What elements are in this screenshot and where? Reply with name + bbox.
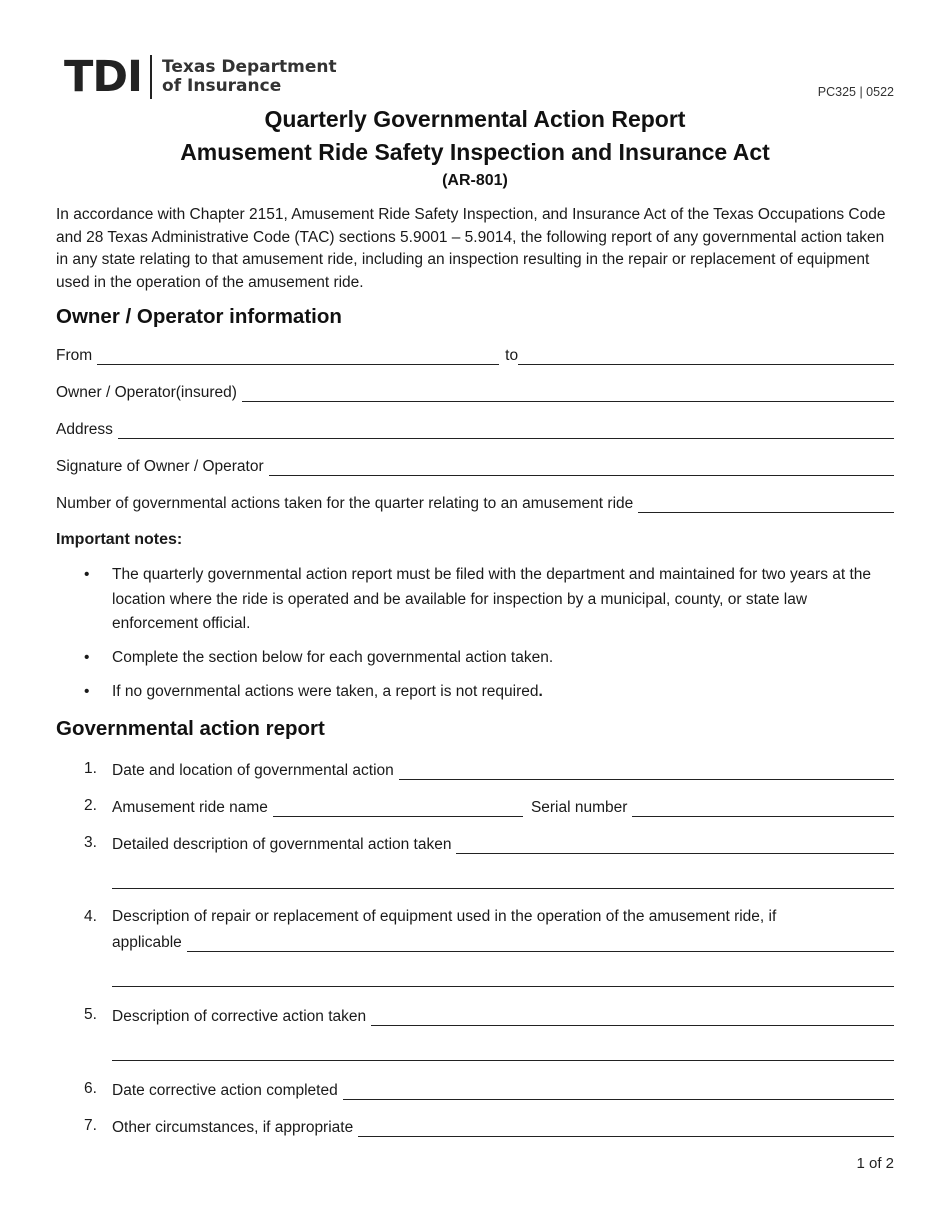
- corrective-action-label: Description of corrective action taken: [112, 1008, 367, 1025]
- owner-row: [56, 378, 894, 402]
- to-label: to: [505, 347, 519, 364]
- action-description-field[interactable]: [456, 830, 894, 854]
- logo-divider: [150, 55, 152, 99]
- other-circumstances-row: [112, 1113, 894, 1137]
- note-item: [84, 680, 894, 705]
- page-title: Quarterly Governmental Action Report: [264, 106, 686, 132]
- date-range-row: [56, 341, 894, 365]
- repair-description-field-line2[interactable]: [112, 986, 894, 987]
- action-description-field-line2[interactable]: [112, 888, 894, 889]
- completion-date-label: Date corrective action completed: [112, 1082, 338, 1099]
- other-circumstances-field[interactable]: [358, 1113, 894, 1137]
- signature-row: [56, 452, 894, 476]
- owner-section-heading: Owner / Operator information: [56, 305, 342, 328]
- date-location-field[interactable]: [399, 756, 894, 780]
- completion-date-field[interactable]: [343, 1076, 894, 1100]
- ride-name-label: Amusement ride name: [112, 799, 268, 816]
- intro-paragraph: In accordance with Chapter 2151, Amusement Ride Safety Inspection, and Insurance Act of the Texas Occupations Code and 28 Texas Administrative Code (TAC) sections 5.9001 – 5.9014, the following report of any governmental action taken in any state relating to that amusement ride, including an inspection resulting in the repair or replacement of equipment used in the operation of the amusement ride.: [56, 206, 886, 292]
- note-text-wrap: [84, 680, 894, 705]
- page-subtitle: Amusement Ride Safety Inspection and Insurance Act: [180, 139, 770, 165]
- corrective-action-field[interactable]: [371, 1002, 894, 1026]
- item-number: 1.: [84, 760, 97, 777]
- note-period: .: [538, 683, 543, 700]
- address-field[interactable]: [118, 415, 894, 439]
- report-section-heading: Governmental action report: [56, 717, 325, 740]
- signature-label: Signature of Owner / Operator: [56, 458, 264, 475]
- action-description-label: Detailed description of governmental action taken: [112, 836, 452, 853]
- serial-number-field[interactable]: [632, 793, 894, 817]
- logo-mark: TDI: [64, 51, 143, 102]
- logo-line1: Texas Department: [162, 57, 337, 77]
- item-number: 3.: [84, 834, 97, 851]
- owner-field[interactable]: [242, 378, 894, 402]
- date-location-row: [112, 756, 894, 780]
- owner-label: Owner / Operator(insured): [56, 384, 237, 401]
- tdi-logo: [64, 51, 337, 102]
- repair-description-row: [112, 928, 894, 952]
- corrective-action-field-line2[interactable]: [112, 1060, 894, 1061]
- address-row: [56, 415, 894, 439]
- item-number: 7.: [84, 1117, 97, 1134]
- form-code: PC325 | 0522: [817, 85, 894, 99]
- date-location-label: Date and location of governmental action: [112, 762, 394, 779]
- bullet-icon: •: [84, 649, 90, 666]
- repair-description-label: Description of repair or replacement of equipment used in the operation of the amusement ride, if: [112, 908, 777, 925]
- logo-text: [162, 58, 337, 96]
- note-text: Complete the section below for each governmental action taken.: [112, 649, 554, 666]
- bullet-icon: •: [84, 683, 90, 700]
- ride-name-field[interactable]: [273, 793, 523, 817]
- from-field[interactable]: [97, 341, 499, 365]
- note-text: The quarterly governmental action report must be filed with the department and maintained for two years at the location where the ride is operated and be available for inspection by a municipal, county, or state law enforcement official.: [112, 566, 872, 632]
- page-number: 1 of 2: [856, 1155, 894, 1172]
- repair-description-label-cont: applicable: [112, 934, 182, 951]
- address-label: Address: [56, 421, 113, 438]
- item-number: 4.: [84, 908, 97, 925]
- completion-date-row: [112, 1076, 894, 1100]
- form-number: (AR-801): [442, 172, 508, 189]
- corrective-action-row: [112, 1002, 894, 1026]
- action-count-row: [56, 489, 894, 513]
- other-circumstances-label: Other circumstances, if appropriate: [112, 1119, 354, 1136]
- logo-line2: of Insurance: [162, 76, 282, 96]
- action-count-label: Number of governmental actions taken for the quarter relating to an amusement ride: [56, 495, 634, 512]
- to-field[interactable]: [518, 341, 894, 365]
- serial-number-label: Serial number: [530, 799, 628, 816]
- signature-field[interactable]: [269, 452, 894, 476]
- from-label: From: [56, 347, 93, 364]
- notes-heading: Important notes:: [56, 531, 183, 548]
- item-number: 5.: [84, 1006, 97, 1023]
- ride-name-row: [112, 793, 894, 817]
- note-item: [84, 563, 894, 637]
- repair-description-field[interactable]: [187, 928, 894, 952]
- note-text: If no governmental actions were taken, a report is not required: [112, 683, 539, 700]
- bullet-icon: •: [84, 566, 90, 583]
- item-number: 6.: [84, 1080, 97, 1097]
- action-description-row: [112, 830, 894, 854]
- action-count-field[interactable]: [638, 489, 894, 513]
- note-item: [84, 646, 894, 671]
- item-number: 2.: [84, 797, 97, 814]
